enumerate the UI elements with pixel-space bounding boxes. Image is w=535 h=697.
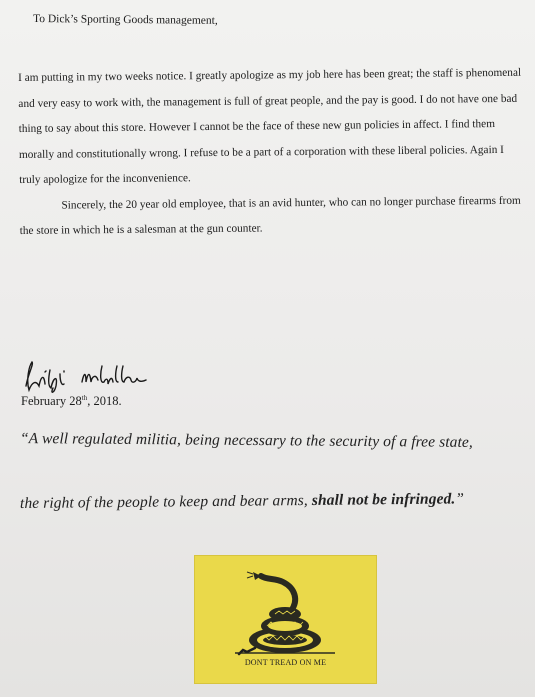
quote-emphasis: shall not be infringed. (311, 490, 456, 509)
amendment-quote-line-2 (20, 490, 530, 513)
date-ordinal: th (81, 394, 88, 402)
paragraph-closing: Sincerely, the 20 year old employee, that is an avid hunter, who can no longer purchase firearms from the store in which he is a salesman at the gun counter. (19, 194, 521, 237)
date-prefix: February 28 (21, 394, 82, 409)
salutation: To Dick’s Sporting Goods management, (32, 13, 218, 27)
gadsden-flag (194, 555, 377, 684)
quote-close: ” (455, 490, 465, 508)
date-line (21, 394, 122, 409)
quote-text: the right of the people to keep and bear arms, (19, 491, 308, 512)
paragraph-notice: I am putting in my two weeks notice. I greatly apologize as my job here has been great; the staff is phenomenal and very easy to work with, the management is full of great people, and the pay is good. I do not have one bad thing to say about this store. However I cannot be the face of these new gun policies in affect. I find them morally and constitutionally wrong. I refuse to be a part of a corporation with these liberal policies. Again I truly apologize for the inconvenience. (18, 66, 522, 186)
flag-motto: DONT TREAD ON ME (244, 658, 327, 667)
amendment-quote-line-1: “A well regulated militia, being necessary to the security of a free state, (19, 430, 473, 451)
date-year: , 2018. (87, 394, 122, 409)
letter-body (18, 61, 525, 245)
